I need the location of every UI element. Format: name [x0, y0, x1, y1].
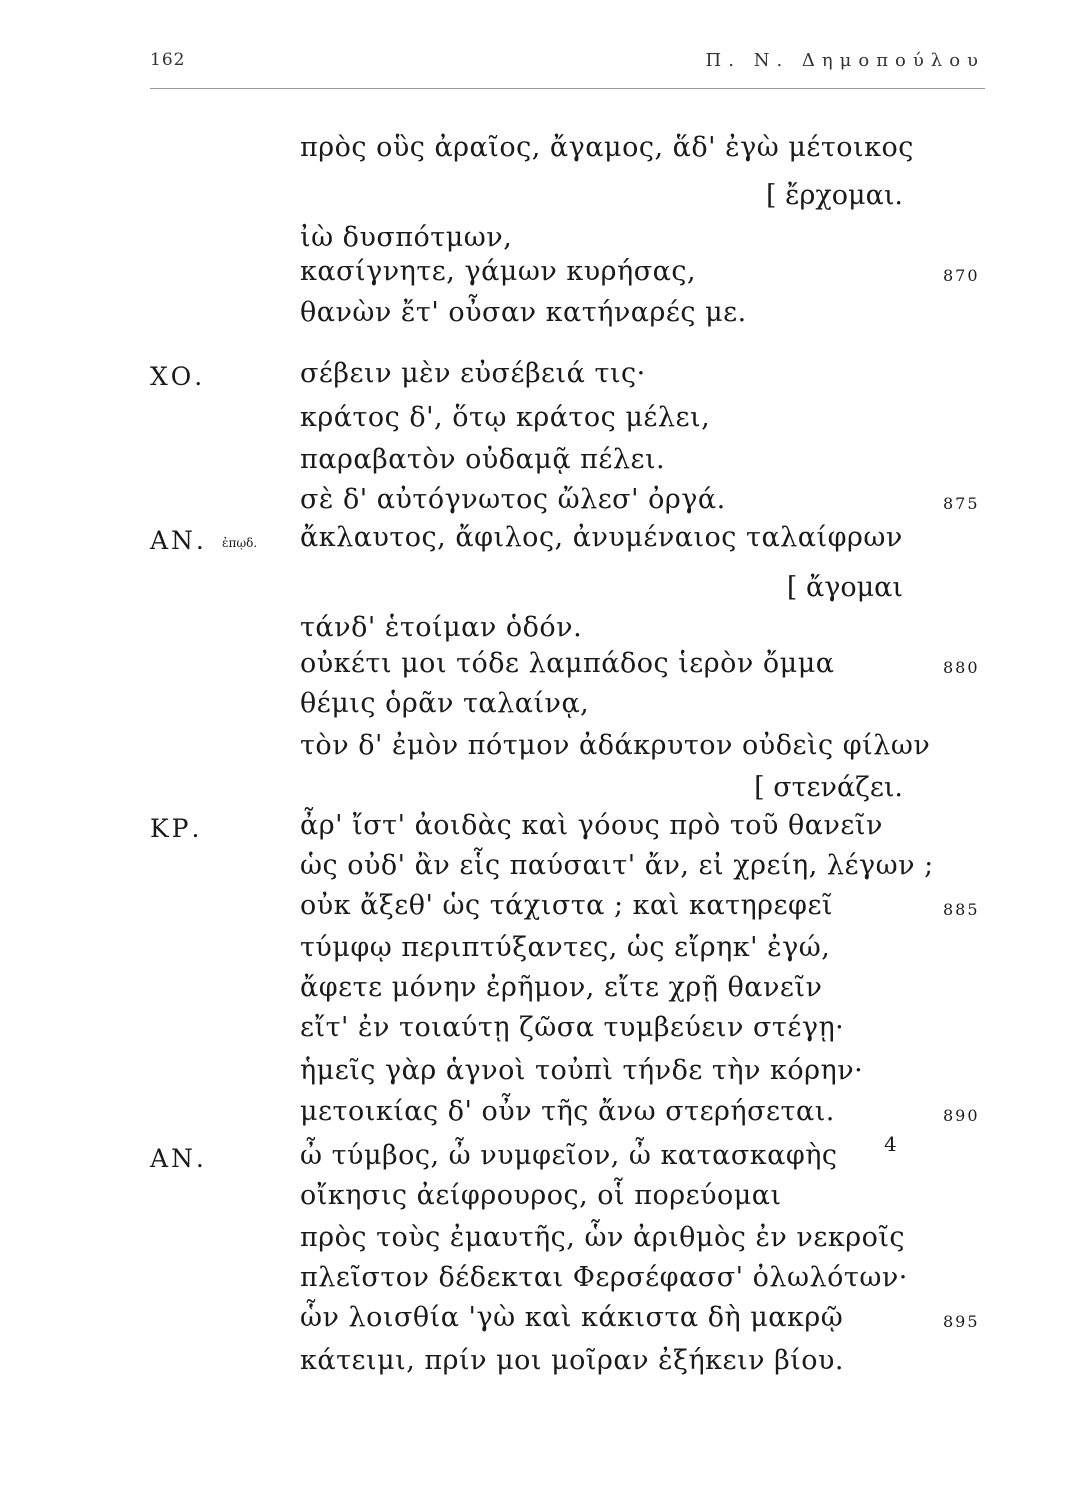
verse-text: κασίγνητε, γάμων κυρήσας, [300, 256, 697, 287]
verse-continuation: [ ἄγομαι [786, 572, 903, 603]
verse-text: ἄφετε μόνην ἐρῆμον, εἴτε χρῇ θανεῖν [300, 972, 823, 1003]
page-header [150, 50, 985, 80]
verse-line [0, 572, 1085, 616]
verse-line [0, 1222, 1085, 1266]
verse-line [0, 810, 1085, 854]
verse-line [0, 1180, 1085, 1224]
verse-line [0, 688, 1085, 732]
verse-line [0, 1055, 1085, 1099]
verse-line [0, 972, 1085, 1016]
verse-line [0, 648, 1085, 692]
handwritten-margin-mark: 4 [884, 1132, 897, 1156]
speaker-label: ΧΟ. [150, 362, 206, 391]
line-number: 895 [943, 1312, 980, 1331]
verse-text: σὲ δ' αὐτόγνωτος ὤλεσ' ὀργά. [300, 484, 726, 515]
verse-continuation: [ ἔρχομαι. [765, 180, 903, 211]
verse-line [0, 522, 1085, 566]
verse-line [0, 132, 1085, 176]
verse-text: ὦ τύμβος, ὦ νυμφεῖον, ὦ κατασκαφὴς [300, 1140, 838, 1171]
page-number: 162 [150, 50, 186, 70]
verse-line [0, 402, 1085, 446]
verse-text: ὡς οὐδ' ἂν εἷς παύσαιτ' ἄν, εἰ χρείη, λέγων ; [300, 850, 934, 881]
line-number: 875 [943, 494, 980, 513]
verse-text: ἆρ' ἴστ' ἀοιδὰς καὶ γόους πρὸ τοῦ θανεῖν [300, 810, 883, 841]
verse-text: τύμφῳ περιπτύξαντες, ὡς εἴρηκ' ἐγώ, [300, 932, 831, 963]
running-title: Π. Ν. Δημοπούλου [705, 50, 985, 71]
speaker-label: ΑΝ. [150, 1144, 207, 1173]
verse-text: οἴκησις ἀείφρουρος, οἷ πορεύομαι [300, 1180, 782, 1211]
verse-text: πλεῖστον δέδεκται Φερσέφασσ' ὀλωλότων· [300, 1262, 908, 1293]
verse-text: κάτειμι, πρίν μοι μοῖραν ἐξήκειν βίου. [300, 1345, 845, 1376]
verse-line [0, 730, 1085, 774]
line-number: 885 [943, 900, 980, 919]
verse-line [0, 1262, 1085, 1306]
verse-text: θέμις ὁρᾶν ταλαίνᾳ, [300, 688, 590, 719]
verse-continuation: [ στενάζει. [754, 772, 903, 803]
verse-line [0, 1302, 1085, 1346]
verse-line [0, 1345, 1085, 1389]
speaker-label: ΚΡ. [150, 814, 203, 843]
verse-text: τάνδ' ἑτοίμαν ὁδόν. [300, 612, 583, 643]
verse-text: πρὸς τοὺς ἐμαυτῆς, ὧν ἀριθμὸς ἐν νεκροῖς [300, 1222, 906, 1253]
verse-text: τὸν δ' ἐμὸν πότμον ἀδάκρυτον οὐδεὶς φίλων [300, 730, 931, 761]
verse-text: ἡμεῖς γὰρ ἁγνοὶ τοὐπὶ τήνδε τὴν κόρην· [300, 1055, 864, 1086]
verse-line [0, 850, 1085, 894]
verse-text: κράτος δ', ὅτῳ κράτος μέλει, [300, 402, 711, 433]
verse-text: θανὼν ἔτ' οὖσαν κατήναρές με. [300, 297, 747, 328]
verse-line [0, 256, 1085, 300]
speaker-label: ΑΝ. [150, 526, 207, 555]
verse-text: ἰὼ δυσπότμων, [300, 222, 513, 253]
section-note: ἐπῳδ. [222, 536, 258, 550]
line-number: 880 [943, 658, 980, 677]
verse-text: οὐκέτι μοι τόδε λαμπάδος ἱερὸν ὄμμα [300, 648, 835, 679]
verse-line [0, 297, 1085, 341]
header-rule [150, 88, 985, 89]
verse-text: οὐκ ἄξεθ' ὡς τάχιστα ; καὶ κατηρεφεῖ [300, 890, 834, 921]
verse-text: παραβατὸν οὐδαμᾷ πέλει. [300, 444, 666, 475]
verse-line [0, 932, 1085, 976]
line-number: 890 [943, 1106, 980, 1125]
verse-line [0, 1096, 1085, 1140]
verse-text: πρὸς οὓς ἀραῖος, ἄγαμος, ἅδ' ἐγὼ μέτοικος [300, 132, 914, 163]
verse-line [0, 1012, 1085, 1056]
line-number: 870 [943, 266, 980, 285]
verse-text: μετοικίας δ' οὖν τῆς ἄνω στερήσεται. [300, 1096, 835, 1127]
verse-line [0, 358, 1085, 402]
verse-text: εἴτ' ἐν τοιαύτῃ ζῶσα τυμβεύειν στέγῃ· [300, 1012, 845, 1043]
verse-text: ἄκλαυτος, ἄφιλος, ἀνυμέναιος ταλαίφρων [300, 522, 903, 553]
verse-line [0, 180, 1085, 224]
verse-text: ὧν λοισθία 'γὼ καὶ κάκιστα δὴ μακρῷ [300, 1302, 844, 1333]
verse-line [0, 890, 1085, 934]
verse-line [0, 1140, 1085, 1184]
verse-text: σέβειν μὲν εὐσέβειά τις· [300, 358, 646, 389]
verse-line [0, 444, 1085, 488]
